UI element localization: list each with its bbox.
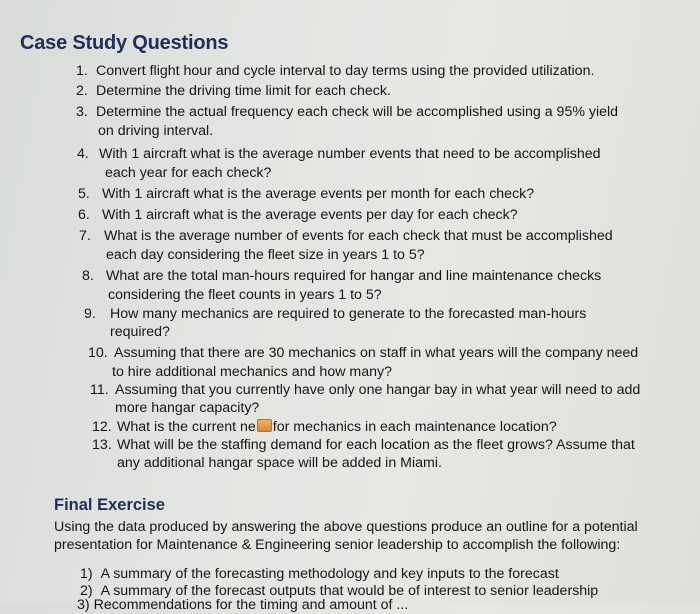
question-number: 11.: [90, 382, 109, 398]
summary-item: [80, 565, 559, 583]
summary-item-text: Recommendations for the timing and amount of ...: [93, 597, 409, 613]
question-text: With 1 aircraft what is the average events per month for each check?: [102, 186, 535, 202]
question-text: Assuming that you currently have only one hangar bay in what year will need to add: [115, 382, 641, 398]
question-text: With 1 aircraft what is the average events per day for each check?: [102, 207, 518, 223]
question-number: 6.: [78, 207, 90, 223]
question-text-continued: each year for each check?: [105, 165, 272, 181]
final-exercise-title: Final Exercise: [54, 496, 165, 514]
question-text: What are the total man-hours required for hangar and line maintenance checks: [106, 268, 602, 284]
summary-item-number: 1): [80, 566, 93, 582]
question-text-continued: any additional hangar space will be added in Miami.: [117, 455, 442, 471]
question-text-continued: on driving interval.: [98, 123, 214, 139]
question-number: 1.: [76, 63, 88, 79]
final-exercise-intro-line: Using the data produced by answering the above questions produce an outline for a potential: [54, 519, 638, 535]
question-number: 3.: [76, 104, 88, 120]
question-text-continued: considering the fleet counts in years 1 to 5?: [108, 287, 382, 303]
question-text: Assuming that there are 30 mechanics on staff in what years will the company need: [114, 345, 639, 361]
summary-item-number: 3): [77, 597, 90, 613]
question-text: What is the current ne: [117, 419, 256, 435]
question-number: 8.: [82, 268, 94, 284]
question-number: 13.: [92, 437, 112, 453]
question-text-continued: each day considering the fleet size in years 1 to 5?: [106, 247, 425, 263]
final-exercise-intro-line: presentation for Maintenance & Engineering senior leadership to accomplish the following:: [54, 537, 621, 553]
question-number: 12.: [92, 419, 112, 435]
question-text: Determine the actual frequency each check will be accomplished using a 95% yield: [96, 104, 619, 120]
question-text: How many mechanics are required to generate to the forecasted man-hours: [110, 306, 587, 322]
summary-item-number: 2): [80, 583, 93, 599]
question-number: 10.: [88, 345, 108, 361]
case-study-title: Case Study Questions: [20, 32, 229, 54]
question-number: 5.: [78, 186, 90, 202]
question-text-continued: for mechanics in each maintenance location?: [272, 419, 557, 435]
summary-item-text: A summary of the forecasting methodology and key inputs to the forecast: [100, 566, 559, 582]
question-number: 7.: [79, 228, 91, 244]
question-text-continued: more hangar capacity?: [115, 400, 260, 416]
question-text: With 1 aircraft what is the average number events that need to be accomplished: [99, 146, 601, 162]
question-text: What will be the staffing demand for each location as the fleet grows? Assume that: [117, 437, 635, 453]
package-icon: [257, 419, 272, 432]
summary-item-cutoff-text: [77, 596, 597, 614]
question-text: Convert flight hour and cycle interval to day terms using the provided utilization.: [96, 63, 595, 79]
question-text-wrapper: [117, 418, 557, 436]
summary-item-text: A summary of the forecast outputs that would be of interest to senior leadership: [100, 583, 599, 599]
question-text-continued: required?: [110, 324, 170, 340]
summary-item-cutoff: [77, 596, 597, 613]
question-number: 9.: [84, 306, 96, 322]
question-text: Determine the driving time limit for each check.: [96, 83, 391, 99]
question-number: 4.: [77, 146, 89, 162]
question-number: 2.: [76, 83, 88, 99]
question-text: What is the average number of events for each check that must be accomplished: [104, 228, 613, 244]
question-text-continued: to hire additional mechanics and how many?: [112, 364, 392, 380]
